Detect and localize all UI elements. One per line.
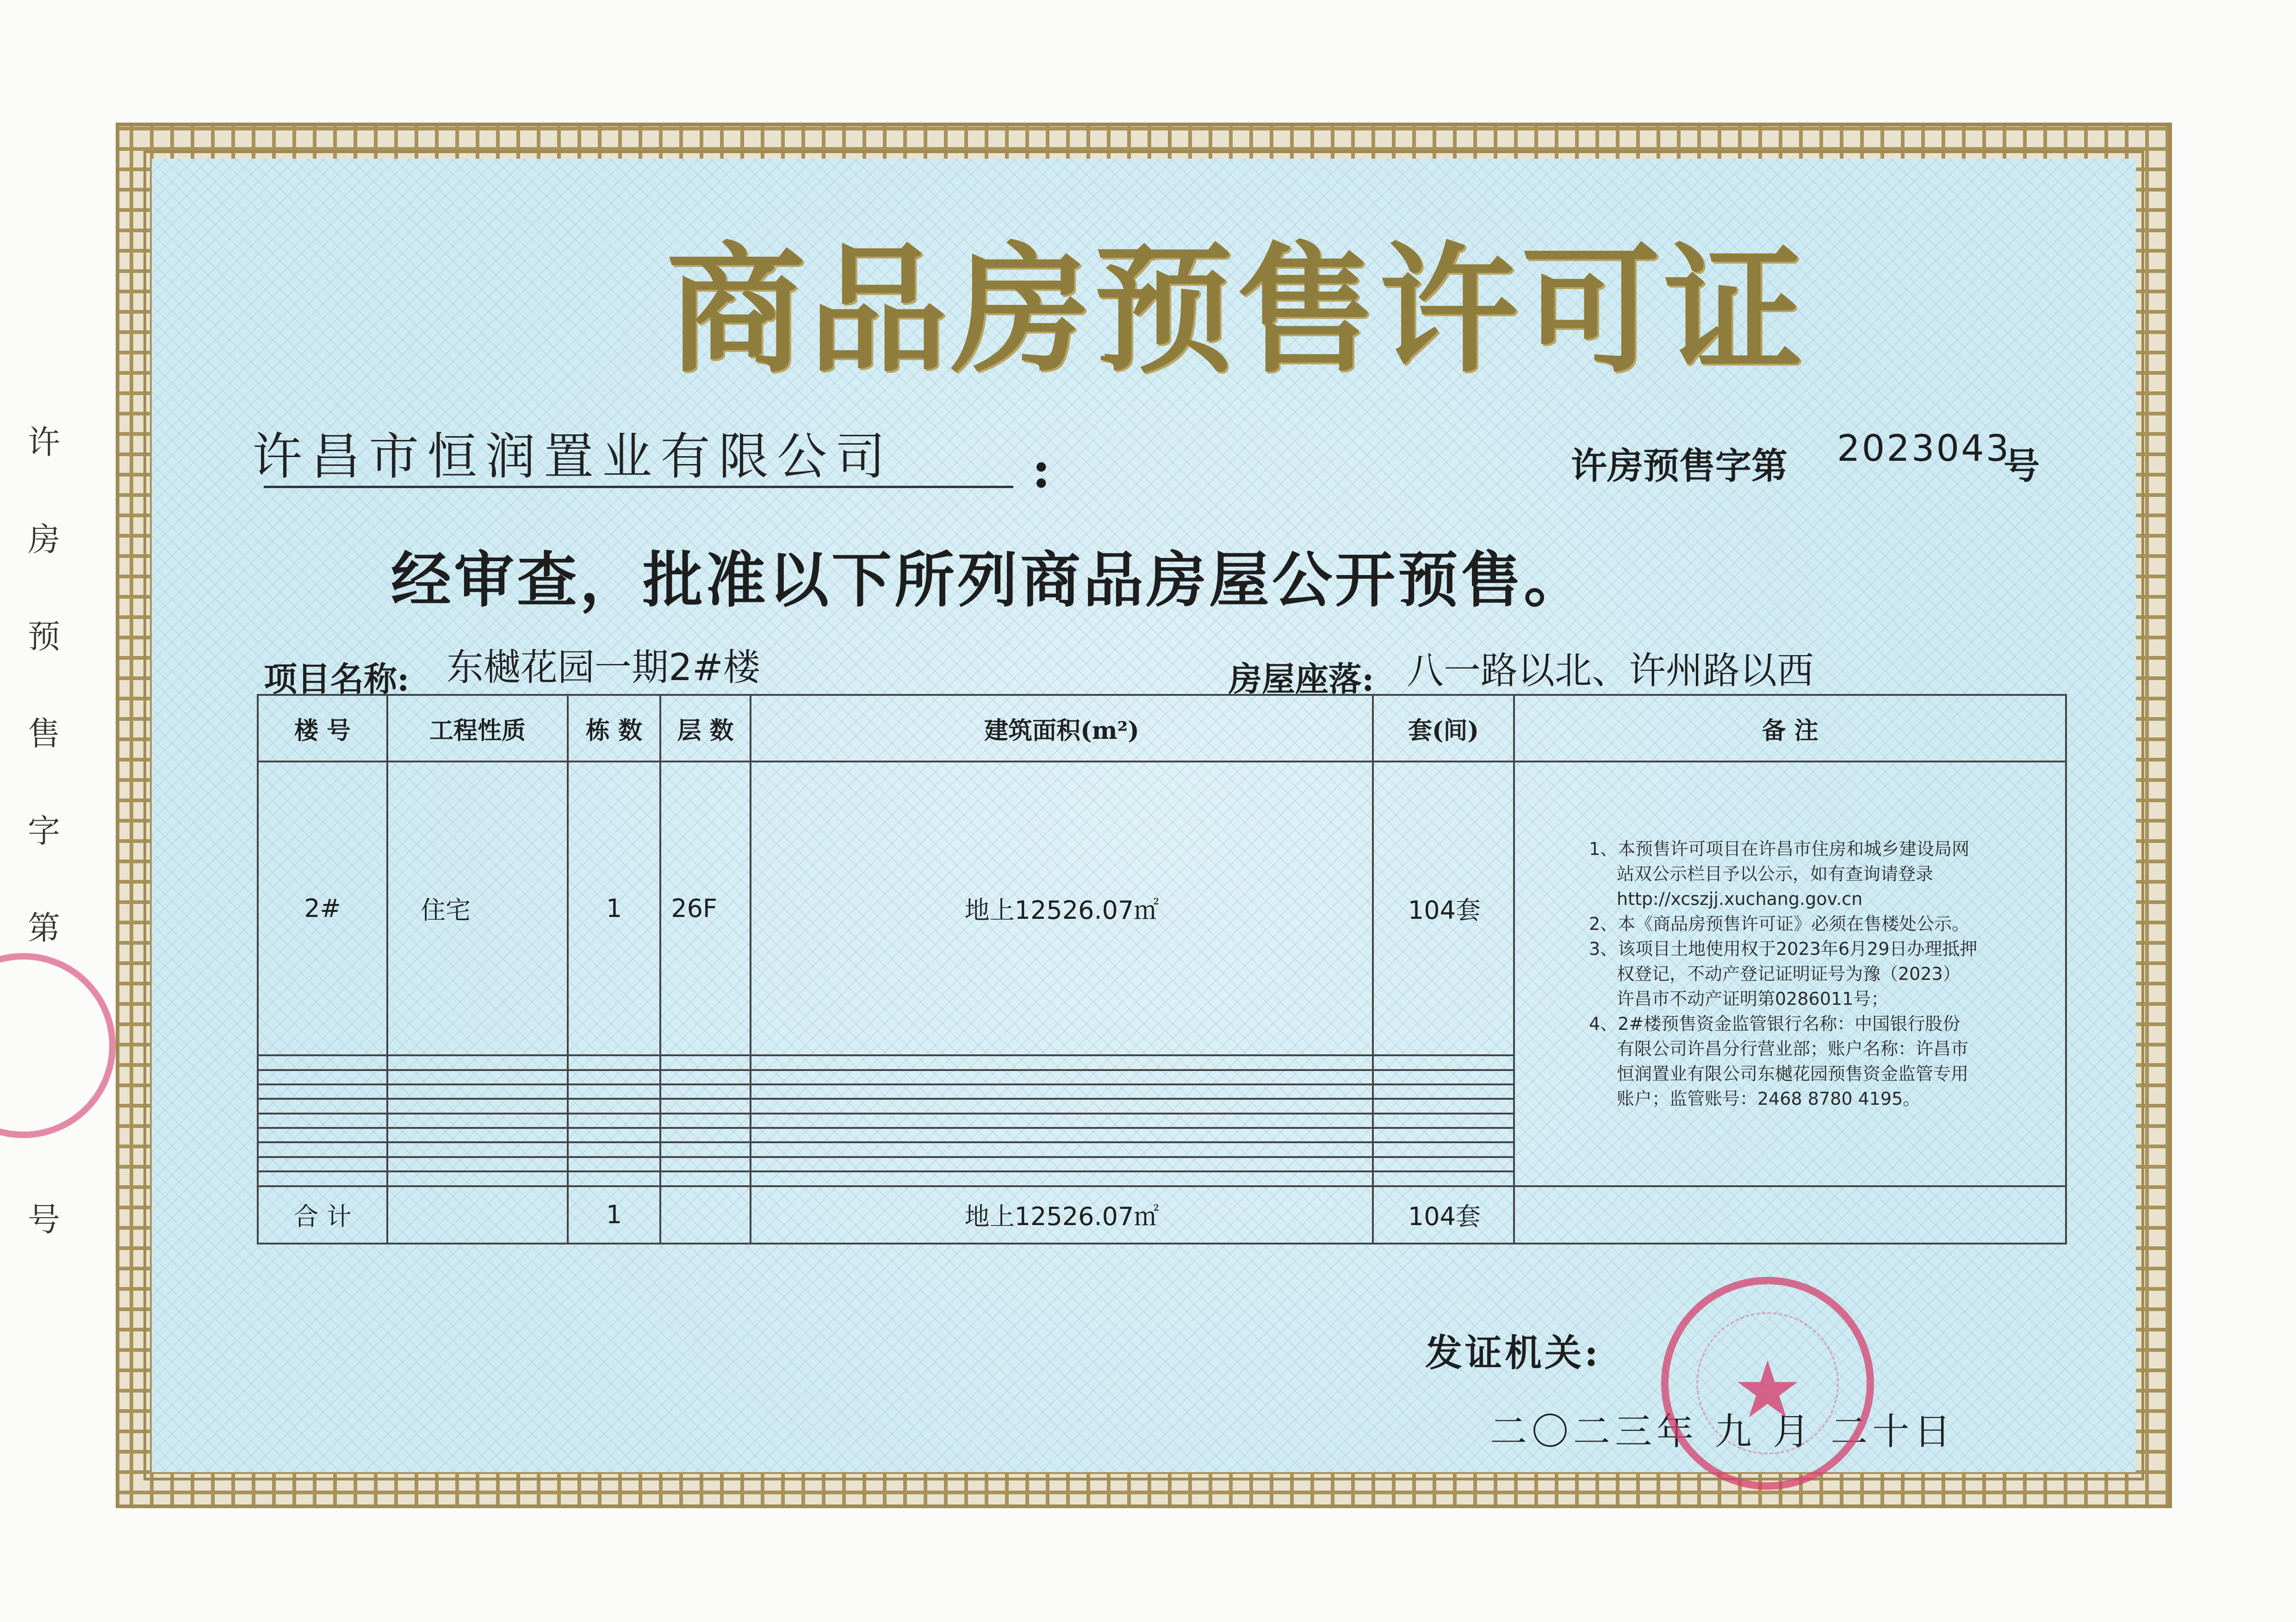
side-char: 售: [28, 715, 60, 753]
header-area: 建筑面积(m²): [751, 695, 1373, 761]
header-units: 套(间): [1373, 695, 1514, 761]
star-icon: ★: [1732, 1344, 1803, 1436]
header-type: 工程性质: [387, 695, 568, 761]
side-char: 预: [28, 618, 60, 656]
cell-count: 1: [568, 761, 660, 1055]
side-char: 许: [28, 423, 60, 461]
cell-area: 地上12526.07㎡: [751, 761, 1373, 1055]
side-stub-text: [28, 416, 69, 1291]
permit-number: 2023043: [1837, 428, 2011, 470]
issuer-label: 发证机关:: [1425, 1331, 1601, 1374]
header-building: 楼 号: [258, 695, 387, 761]
header-floors: 层 数: [660, 695, 751, 761]
location-value: 八一路以北、许州路以西: [1407, 649, 1814, 692]
total-label: 合 计: [258, 1186, 387, 1244]
approval-statement: 经审查，批准以下所列商品房屋公开预售。: [391, 545, 1587, 615]
note-item: 4、2#楼预售资金监管银行名称：中国银行股份有限公司许昌分行营业部；账户名称：许昌市恒润置业有限公司东樾花园预售资金监管专用账户；监管账号：2468 8780 4195。: [1589, 1013, 1969, 1109]
official-seal: [1661, 1277, 1874, 1490]
total-row: [258, 1186, 2066, 1244]
side-char: 第: [28, 909, 60, 947]
company-name: 许昌市恒润置业有限公司: [252, 428, 894, 486]
presale-table: [257, 694, 2067, 1244]
project-name-label: 项目名称:: [264, 659, 410, 699]
company-colon: :: [1032, 440, 1051, 499]
total-count: 1: [568, 1186, 660, 1244]
table-row: [258, 761, 2066, 1055]
side-char: 字: [28, 812, 60, 850]
project-name-value: 东樾花园一期2#楼: [447, 646, 760, 689]
cell-floors: 26F: [660, 761, 751, 1055]
table-header-row: [258, 695, 2066, 761]
cell-units: 104套: [1373, 761, 1514, 1055]
side-char: 房: [28, 520, 60, 558]
notes-cell: [1514, 761, 2066, 1186]
cell-building: 2#: [258, 761, 387, 1055]
notes-list: [1589, 836, 1978, 1111]
total-area: 地上12526.07㎡: [751, 1186, 1373, 1244]
cell-type: 住宅: [387, 761, 568, 1055]
company-underline: [264, 486, 1013, 488]
total-units: 104套: [1373, 1186, 1514, 1244]
header-count: 栋 数: [568, 695, 660, 761]
header-notes: 备 注: [1514, 695, 2066, 761]
location-label: 房屋座落:: [1229, 659, 1374, 699]
note-item: 1、本预售许可项目在许昌市住房和城乡建设局网站双公示栏目予以公示，如有查询请登录http://xcszjj.xuchang.gov.cn: [1589, 838, 1970, 909]
note-item: 2、本《商品房预售许可证》必须在售楼处公示。: [1589, 913, 1970, 934]
note-item: 3、该项目土地使用权于2023年6月29日办理抵押权登记，不动产登记证明证号为豫（2023）许昌市不动产证明第0286011号；: [1589, 938, 1978, 1009]
side-char: 号: [28, 1201, 60, 1238]
side-seal-partial: [0, 953, 116, 1138]
issue-date: 二〇二三年 九 月 二十日: [1490, 1410, 1956, 1453]
permit-number-suffix: 号: [2004, 445, 2040, 487]
certificate-title: 商品房预售许可证: [666, 228, 1806, 391]
permit-number-prefix: 许房预售字第: [1571, 445, 1788, 487]
